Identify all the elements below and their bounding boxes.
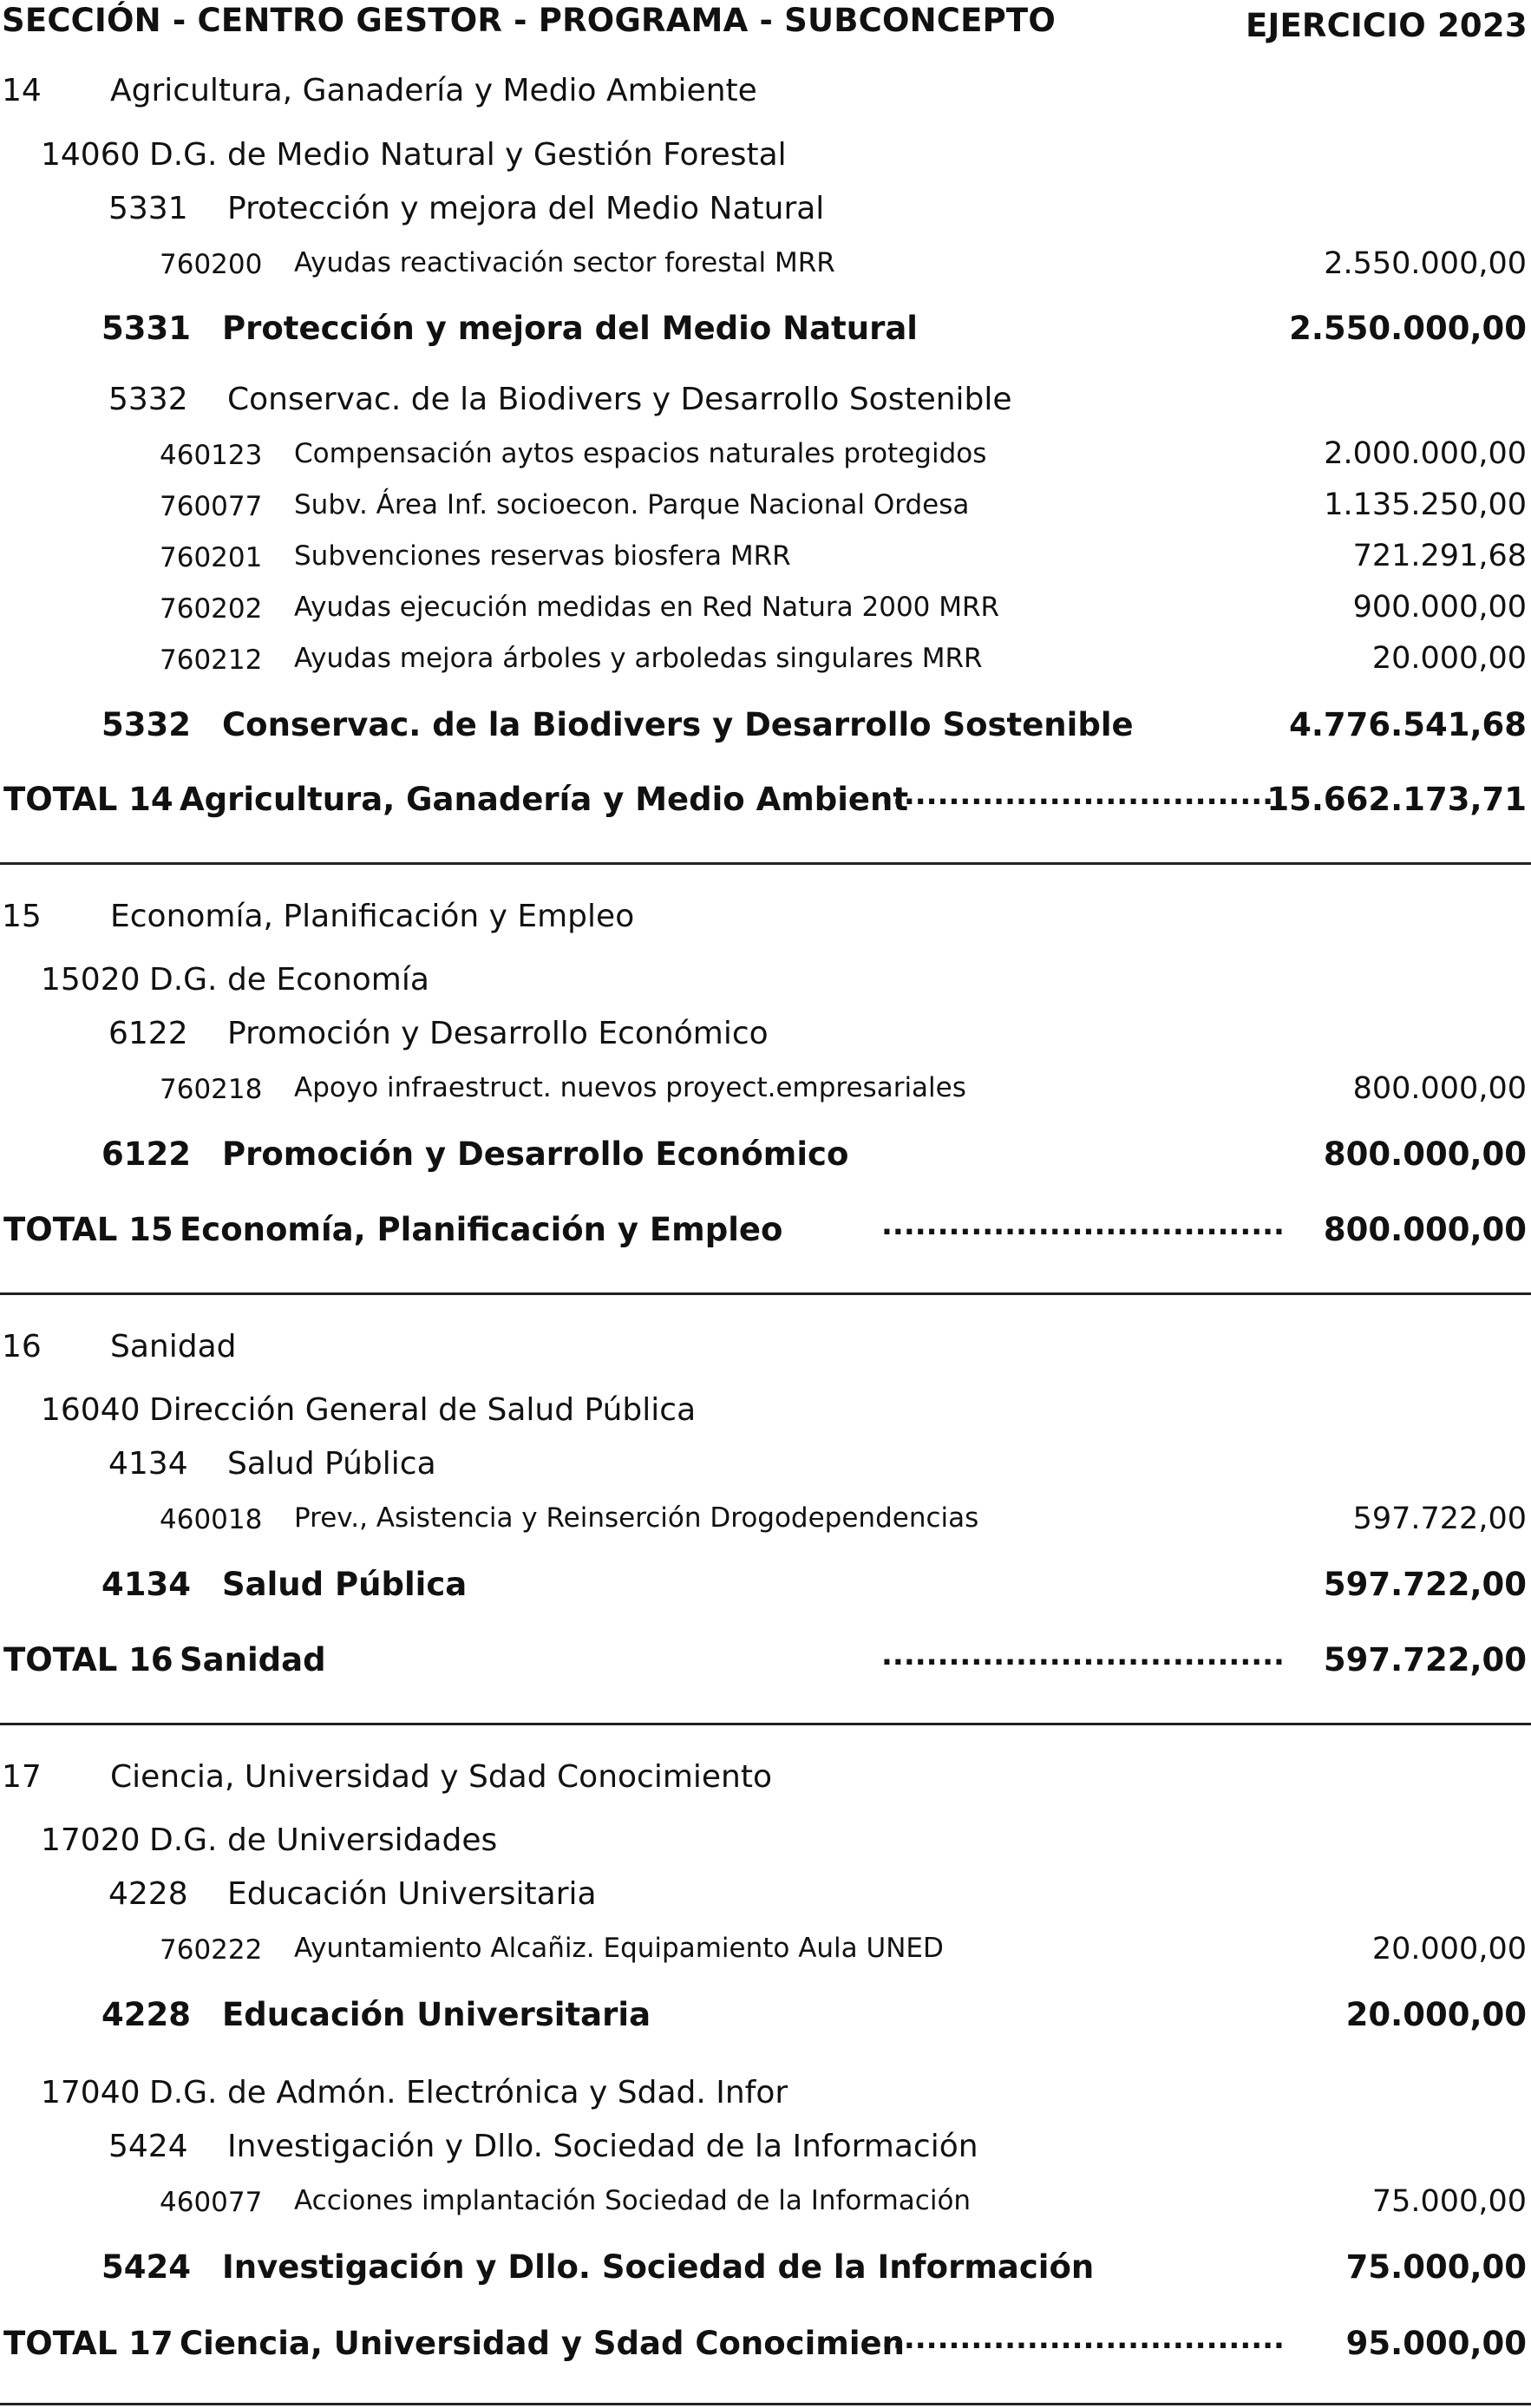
subconcepto-amount: 597.722,00: [1352, 1502, 1527, 1536]
total-label: TOTAL 17: [3, 2325, 173, 2362]
subconcepto-amount: 1.135.250,00: [1324, 487, 1527, 522]
programa-name: Promoción y Desarrollo Económico: [227, 1016, 769, 1051]
subtotal-code: 5332: [101, 706, 191, 743]
subconcepto-amount: 20.000,00: [1371, 641, 1527, 676]
dot-leader: ....................................: [881, 1638, 1285, 1672]
total-label: TOTAL 16: [3, 1641, 173, 1678]
subtotal-amount: 4.776.541,68: [1289, 706, 1527, 743]
subconcepto-code: 460123: [160, 440, 263, 471]
subconcepto-desc: Subv. Área Inf. socioecon. Parque Nacional Ordesa: [294, 489, 970, 520]
subconcepto-desc: Apoyo infraestruct. nuevos proyect.empresariales: [294, 1072, 966, 1103]
subconcepto-desc: Ayudas mejora árboles y arboledas singulares MRR: [294, 643, 983, 674]
total-label: TOTAL 14: [3, 781, 173, 818]
section-code: 16: [2, 1329, 42, 1364]
section-code: 17: [2, 1759, 42, 1795]
subconcepto-code: 760218: [160, 1074, 263, 1105]
section-name: Economía, Planificación y Empleo: [110, 899, 635, 934]
subconcepto-code: 760222: [160, 1934, 263, 1966]
dot-leader: ....................................: [881, 777, 1285, 812]
section-name: Sanidad: [110, 1329, 237, 1364]
subconcepto-amount: 75.000,00: [1371, 2184, 1527, 2219]
dot-leader: ....................................: [881, 1207, 1285, 1242]
total-amount: 15.662.173,71: [1266, 781, 1527, 818]
subconcepto-desc: Acciones implantación Sociedad de la Información: [294, 2185, 972, 2216]
section-divider: [0, 1292, 1531, 1295]
subtotal-name: Promoción y Desarrollo Económico: [222, 1135, 849, 1173]
subconcepto-code: 760201: [160, 542, 263, 573]
programa-code: 5424: [108, 2129, 188, 2164]
subconcepto-desc: Ayudas ejecución medidas en Red Natura 2000 MRR: [294, 592, 1000, 623]
header-year: EJERCICIO 2023: [1246, 7, 1528, 44]
section-divider: [0, 862, 1531, 865]
subconcepto-code: 760212: [160, 645, 263, 676]
gestor-name: D.G. de Admón. Electrónica y Sdad. Infor: [149, 2075, 788, 2110]
total-name: Agricultura, Ganadería y Medio Ambient: [180, 781, 909, 818]
report-header: [0, 0, 1531, 43]
dot-leader: ....................................: [881, 2321, 1285, 2356]
subconcepto-amount: 20.000,00: [1371, 1932, 1527, 1966]
subconcepto-amount: 800.000,00: [1352, 1071, 1527, 1106]
subtotal-amount: 2.550.000,00: [1289, 310, 1527, 347]
gestor-name: D.G. de Universidades: [149, 1822, 498, 1858]
subconcepto-desc: Subvenciones reservas biosfera MRR: [294, 540, 791, 572]
subconcepto-desc: Compensación aytos espacios naturales protegidos: [294, 438, 987, 469]
subtotal-code: 5331: [101, 310, 191, 347]
section-name: Ciencia, Universidad y Sdad Conocimiento: [110, 1759, 773, 1795]
header-title: SECCIÓN - CENTRO GESTOR - PROGRAMA - SUBCONCEPTO: [2, 2, 1057, 39]
gestor-name: D.G. de Economía: [149, 962, 429, 998]
gestor-code: 14060: [41, 137, 141, 173]
total-name: Ciencia, Universidad y Sdad Conocimien: [180, 2325, 905, 2362]
subconcepto-amount: 900.000,00: [1352, 590, 1527, 625]
subtotal-name: Educación Universitaria: [222, 1996, 651, 2033]
total-amount: 95.000,00: [1345, 2325, 1527, 2362]
programa-code: 5332: [108, 382, 188, 417]
subtotal-amount: 75.000,00: [1345, 2248, 1527, 2286]
subtotal-amount: 20.000,00: [1345, 1996, 1527, 2033]
total-amount: 597.722,00: [1323, 1641, 1527, 1678]
programa-code: 6122: [108, 1016, 188, 1051]
subtotal-name: Salud Pública: [222, 1566, 468, 1603]
subconcepto-desc: Ayudas reactivación sector forestal MRR: [294, 247, 835, 278]
subtotal-name: Investigación y Dllo. Sociedad de la Información: [222, 2248, 1095, 2286]
total-name: Sanidad: [180, 1641, 326, 1678]
gestor-code: 16040: [41, 1392, 141, 1428]
subconcepto-amount: 2.000.000,00: [1324, 436, 1527, 471]
subtotal-name: Conservac. de la Biodivers y Desarrollo Sostenible: [222, 706, 1134, 743]
gestor-code: 17040: [41, 2075, 141, 2110]
subconcepto-desc: Ayuntamiento Alcañiz. Equipamiento Aula UNED: [294, 1933, 944, 1964]
subtotal-code: 6122: [101, 1135, 191, 1173]
subconcepto-desc: Prev., Asistencia y Reinserción Drogodependencias: [294, 1502, 979, 1534]
programa-code: 5331: [108, 191, 188, 226]
subtotal-code: 5424: [101, 2248, 191, 2286]
section-name: Agricultura, Ganadería y Medio Ambiente: [110, 73, 757, 108]
subconcepto-amount: 2.550.000,00: [1324, 246, 1527, 281]
programa-name: Conservac. de la Biodivers y Desarrollo Sostenible: [227, 382, 1012, 417]
total-label: TOTAL 15: [3, 1211, 173, 1248]
section-divider: [0, 2403, 1531, 2405]
gestor-name: Dirección General de Salud Pública: [149, 1392, 697, 1428]
total-amount: 800.000,00: [1323, 1211, 1527, 1248]
subconcepto-amount: 721.291,68: [1352, 539, 1527, 573]
subconcepto-code: 460077: [160, 2187, 263, 2218]
programa-code: 4228: [108, 1876, 188, 1912]
subtotal-code: 4228: [101, 1996, 191, 2033]
section-divider: [0, 1723, 1531, 1725]
subtotal-code: 4134: [101, 1566, 191, 1603]
subconcepto-code: 760077: [160, 491, 263, 522]
gestor-code: 17020: [41, 1822, 141, 1858]
programa-name: Educación Universitaria: [227, 1876, 597, 1912]
programa-name: Salud Pública: [227, 1446, 436, 1482]
gestor-code: 15020: [41, 962, 141, 998]
total-name: Economía, Planificación y Empleo: [180, 1211, 783, 1248]
subconcepto-code: 760202: [160, 593, 263, 625]
programa-name: Protección y mejora del Medio Natural: [227, 191, 825, 226]
section-code: 14: [2, 73, 42, 108]
subtotal-amount: 597.722,00: [1323, 1566, 1527, 1603]
programa-name: Investigación y Dllo. Sociedad de la Información: [227, 2129, 978, 2164]
subconcepto-code: 760200: [160, 249, 263, 280]
subtotal-name: Protección y mejora del Medio Natural: [222, 310, 918, 347]
gestor-name: D.G. de Medio Natural y Gestión Forestal: [149, 137, 787, 173]
programa-code: 4134: [108, 1446, 188, 1482]
subtotal-amount: 800.000,00: [1323, 1135, 1527, 1173]
subconcepto-code: 460018: [160, 1504, 263, 1535]
section-code: 15: [2, 899, 42, 934]
